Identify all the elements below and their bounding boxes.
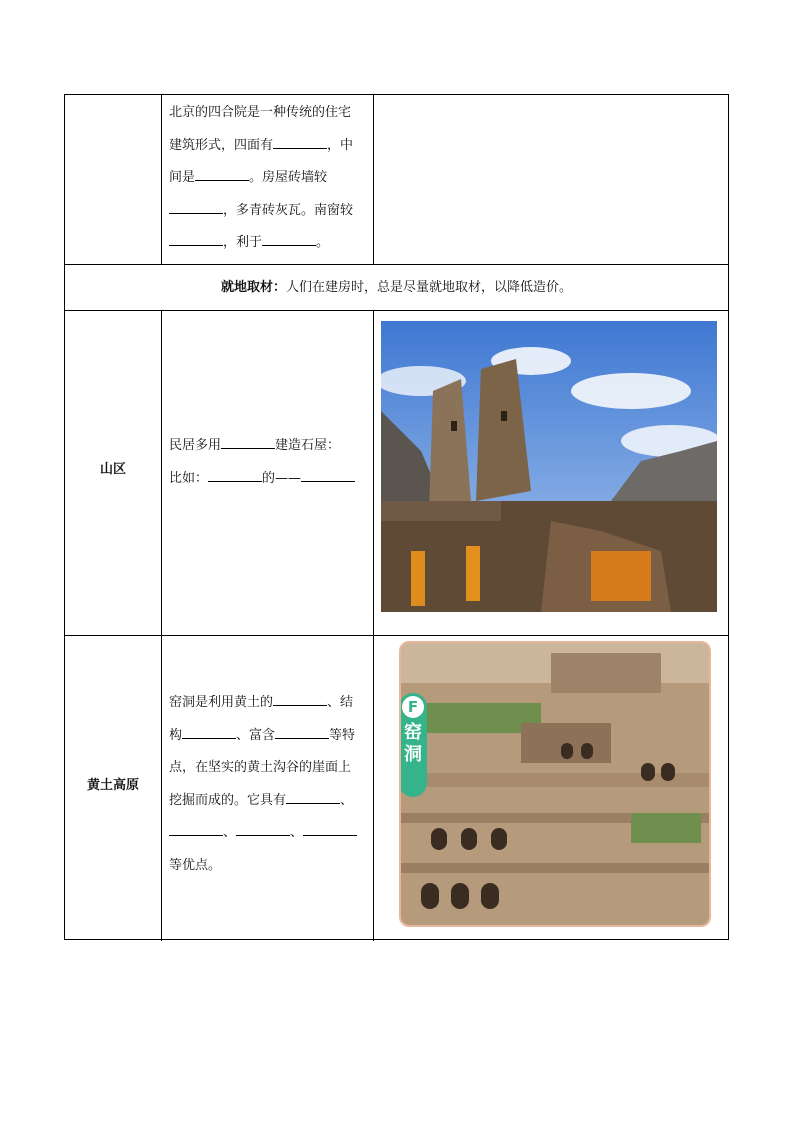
fill-blank[interactable]	[273, 693, 327, 706]
fill-blank[interactable]	[301, 469, 355, 482]
col-divider	[373, 310, 374, 941]
col-divider	[161, 310, 162, 941]
worksheet-table	[64, 94, 729, 940]
row-divider	[65, 310, 728, 311]
banner-local-materials: 就地取材：人们在建房时，总是尽量就地取材，以降低造价。	[220, 280, 573, 295]
fill-blank[interactable]	[169, 233, 223, 246]
fill-blank[interactable]	[273, 136, 327, 149]
fill-blank[interactable]	[275, 726, 329, 739]
row-divider	[65, 264, 728, 265]
col-divider	[373, 95, 374, 264]
fill-blank[interactable]	[182, 726, 236, 739]
fill-blank[interactable]	[221, 436, 275, 449]
fill-blank[interactable]	[286, 791, 340, 804]
fill-blank[interactable]	[262, 233, 316, 246]
yaodong-badge	[399, 693, 427, 797]
loess-text: 窑洞是利用黄土的 、结 构 、富含 等特 点，在坚实的黄土沟谷的崖面上 挖掘而成的。它具有 、 、 、 等优点。	[169, 695, 356, 873]
region-mountain: 山区	[99, 462, 126, 477]
fill-blank[interactable]	[208, 469, 262, 482]
siheyuan-text: 北京的四合院是一种传统的住宅 建筑形式，四面有 ，中 间是 。房屋砖墙较 ，多青砖灰瓦。南窗较 ，利于 。	[169, 105, 354, 250]
col-divider	[161, 95, 162, 264]
fill-blank[interactable]	[236, 823, 290, 836]
fill-blank[interactable]	[169, 823, 223, 836]
stone-tower-image	[381, 321, 717, 612]
badge-letter: F	[402, 696, 424, 718]
fill-blank[interactable]	[195, 168, 249, 181]
region-loess: 黄土高原	[86, 778, 139, 793]
row-divider	[65, 635, 728, 636]
fill-blank[interactable]	[169, 201, 223, 214]
fill-blank[interactable]	[303, 823, 357, 836]
stone-tower-photo	[381, 321, 717, 612]
yaodong-image	[401, 643, 709, 925]
yaodong-photo	[399, 641, 711, 927]
badge-label: 窑洞	[404, 722, 422, 765]
mountain-text: 民居多用 建造石屋： 比如： 的——	[169, 430, 355, 495]
